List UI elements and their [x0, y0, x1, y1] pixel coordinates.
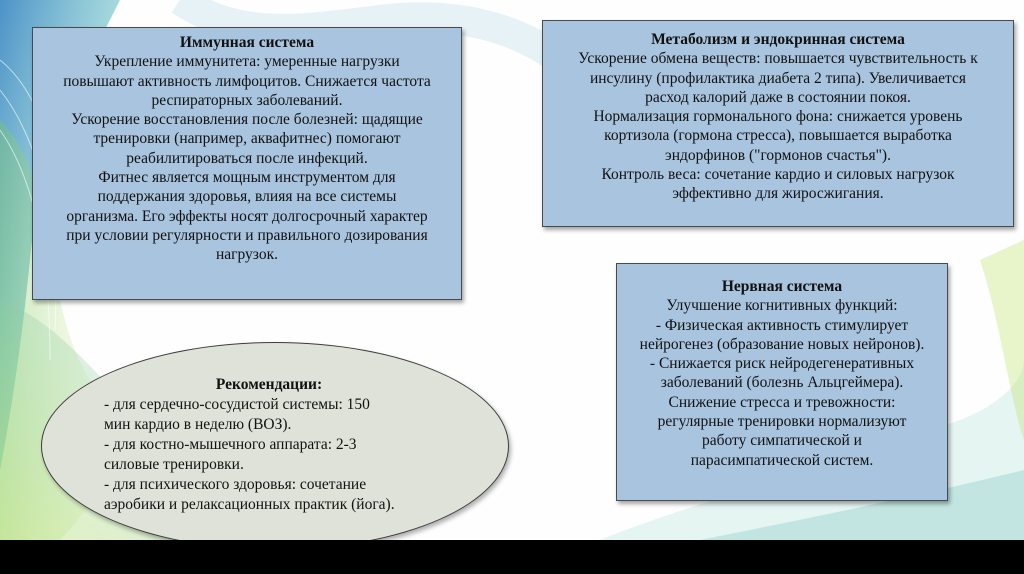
nervous-line: работу симпатической и — [702, 432, 862, 450]
metabolism-line: Ускорение обмена веществ: повышается чувствительность к — [578, 50, 978, 68]
immune-line: поддержания здоровья, влияя на все системы — [97, 188, 397, 206]
metabolism-line: инсулину (профилактика диабета 2 типа). Увеличивается — [589, 69, 967, 87]
metabolism-line: кортизола (гормона стресса), повышается выработка — [604, 127, 952, 145]
immune-line: Фитнес является мощным инструментом для — [98, 169, 396, 187]
nervous-line: - Физическая активность стимулирует — [655, 316, 909, 334]
metabolism-title: Метаболизм и эндокринная система — [651, 31, 905, 48]
metabolism-line: Контроль веса: сочетание кардио и силовых нагрузок — [601, 166, 955, 184]
immune-line: при условии регулярности и правильного дозирования — [66, 226, 428, 244]
immune-line: Укрепление иммунитета: умеренные нагрузки — [94, 53, 400, 71]
immune-line: реабилитироваться после инфекций. — [126, 149, 368, 167]
immune-line: тренировки (например, аквафитнес) помогают — [93, 130, 401, 148]
recommendations-line: аэробики и релаксационных практик (йога). — [104, 496, 395, 513]
recommendations-text — [104, 375, 434, 515]
nervous-system-box — [616, 263, 948, 501]
nervous-line: Улучшение когнитивных функций: — [666, 297, 898, 315]
nervous-line: парасимпатической систем. — [690, 451, 874, 469]
metabolism-line: эндорфинов ("гормонов счастья"). — [665, 146, 891, 164]
metabolism-box — [542, 20, 1014, 227]
nervous-line: заболеваний (болезнь Альцгеймера). — [660, 374, 904, 392]
immune-line: нагрузок. — [215, 246, 278, 264]
immune-line: Ускорение восстановления после болезней: щадящие — [71, 111, 423, 129]
recommendations-line: - для костно-мышечного аппарата: 2-3 — [104, 436, 357, 453]
bottom-black-bar — [0, 540, 1024, 574]
nervous-title: Нервная система — [721, 278, 843, 295]
nervous-line: Снижение стресса и тревожности: — [668, 393, 896, 411]
metabolism-line: расход калорий даже в состоянии покоя. — [645, 88, 911, 106]
nervous-line: нейрогенез (образование новых нейронов). — [639, 335, 925, 353]
immune-line: повышают активность лимфоцитов. Снижается частота — [63, 72, 431, 90]
nervous-line: регулярные тренировки нормализуют — [657, 413, 907, 431]
metabolism-line: эффективно для жиросжигания. — [672, 185, 884, 203]
recommendations-line: - для психического здоровья: сочетание — [104, 476, 367, 493]
metabolism-line: Нормализация гормонального фона: снижается уровень — [593, 108, 963, 126]
recommendations-line: мин кардио в неделю (ВОЗ). — [104, 416, 292, 433]
immune-title: Иммунная система — [179, 34, 315, 51]
recommendations-title: Рекомендации: — [215, 376, 323, 393]
immune-line: организма. Его эффекты носят долгосрочный характер — [66, 207, 428, 225]
nervous-line: - Снижается риск нейродегенеративных — [649, 355, 915, 373]
recommendations-line: силовые тренировки. — [104, 456, 244, 473]
immune-line: респираторных заболеваний. — [151, 91, 343, 109]
recommendations-line: - для сердечно-сосудистой системы: 150 — [104, 396, 370, 413]
immune-system-box — [32, 27, 462, 300]
